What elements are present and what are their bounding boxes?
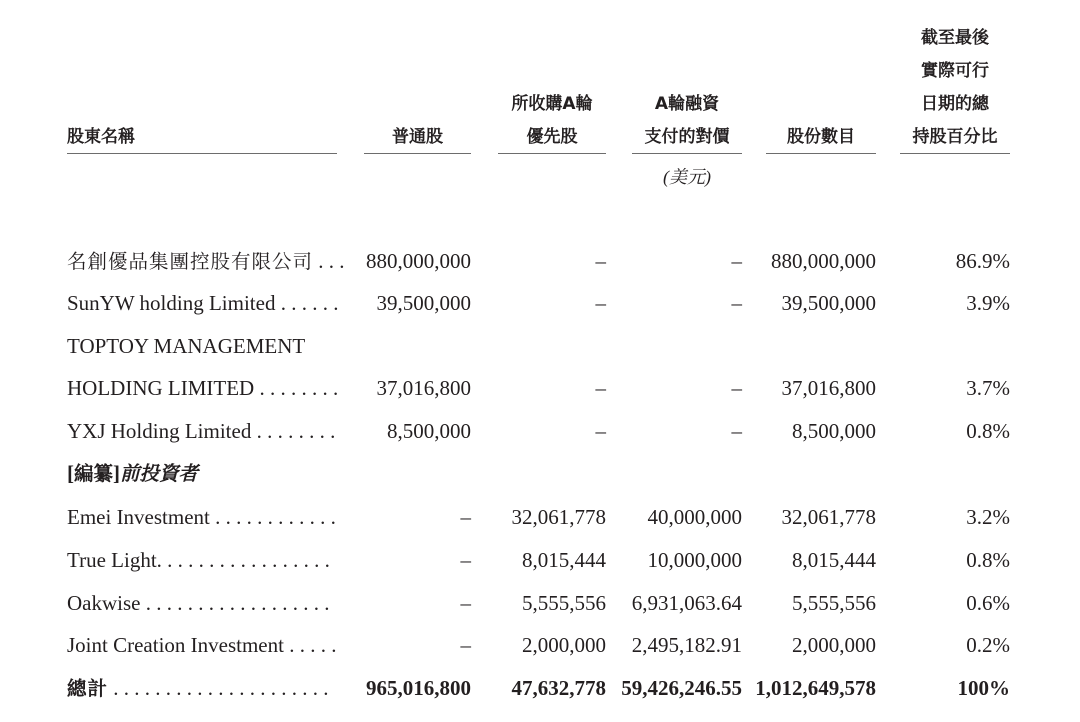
table-row xyxy=(0,414,1080,448)
table-row xyxy=(0,628,1080,662)
consideration-value: 2,495,182.91 xyxy=(631,633,742,657)
ordinary-value: 39,500,000 xyxy=(376,291,471,315)
percentage-value: 3.9% xyxy=(966,291,1010,315)
consideration-value: – xyxy=(731,249,742,273)
consideration-value: 10,000,000 xyxy=(647,548,742,572)
header-pct-line4: 持股百分比 xyxy=(912,127,998,147)
consideration-value: 6,931,063.64 xyxy=(631,591,742,615)
header-preferred-line2: 優先股 xyxy=(526,127,578,147)
investor-name: Joint Creation Investment . . . . . xyxy=(67,633,337,657)
preferred-value: – xyxy=(595,419,606,443)
total-row xyxy=(0,671,1080,705)
preferred-value: 2,000,000 xyxy=(522,633,606,657)
share-count-value: 39,500,000 xyxy=(781,291,876,315)
header-consideration xyxy=(632,70,742,154)
ordinary-value: 8,500,000 xyxy=(387,419,471,443)
preferred-value: – xyxy=(595,376,606,400)
header-pct-line1: 截至最後 xyxy=(921,28,989,48)
table-row xyxy=(0,286,1080,320)
share-count-value: 5,555,556 xyxy=(792,591,876,615)
header-ordinary-text: 普通股 xyxy=(392,127,443,147)
total-preferred-value: 47,632,778 xyxy=(511,676,606,700)
total-ordinary-value: 965,016,800 xyxy=(366,676,471,700)
total-consideration-value: 59,426,246.55 xyxy=(621,676,742,700)
investor-name: Emei Investment . . . . . . . . . . . . xyxy=(67,505,336,529)
share-count-value: 8,500,000 xyxy=(792,419,876,443)
percentage-value: 86.9% xyxy=(955,249,1010,273)
header-shareholder xyxy=(67,96,337,154)
ordinary-value: – xyxy=(460,633,471,657)
header-pct-line3: 日期的總 xyxy=(921,94,989,114)
header-rule-percentage xyxy=(900,153,1010,154)
preferred-value: 8,015,444 xyxy=(522,548,606,572)
header-share-count xyxy=(766,96,876,154)
table-row xyxy=(0,500,1080,534)
section-heading-pre-investors: [編纂]前投資者 xyxy=(67,461,199,485)
investor-name: True Light. . . . . . . . . . . . . . . . . xyxy=(67,548,330,572)
header-percentage xyxy=(900,4,1010,154)
header-rule-ordinary xyxy=(364,153,471,154)
header-share-count-text: 股份數目 xyxy=(787,127,855,147)
share-count-value: 8,015,444 xyxy=(792,548,876,572)
shareholder-name-line1: TOPTOY MANAGEMENT xyxy=(67,334,306,358)
section-title: 前投資者 xyxy=(120,462,199,485)
header-rule-shareholder xyxy=(67,153,337,154)
header-rule-consideration xyxy=(632,153,742,154)
shareholder-name: 名創優品集團控股有限公司 . . . xyxy=(67,249,345,273)
header-rule-share-count xyxy=(766,153,876,154)
ordinary-value: – xyxy=(460,505,471,529)
preferred-value: 32,061,778 xyxy=(511,505,606,529)
percentage-value: 3.7% xyxy=(966,376,1010,400)
total-percentage-value: 100% xyxy=(957,676,1010,700)
header-ordinary-shares xyxy=(364,96,471,154)
share-count-value: 2,000,000 xyxy=(792,633,876,657)
total-label: 總計 . . . . . . . . . . . . . . . . . . . . . xyxy=(67,676,329,700)
ordinary-value: 37,016,800 xyxy=(376,376,471,400)
percentage-value: 0.2% xyxy=(966,633,1010,657)
unit-label: (美元) xyxy=(663,167,711,187)
percentage-value: 3.2% xyxy=(966,505,1010,529)
preferred-value: 5,555,556 xyxy=(522,591,606,615)
shareholder-name: HOLDING LIMITED . . . . . . . . xyxy=(67,376,339,400)
share-count-value: 880,000,000 xyxy=(771,249,876,273)
header-pct-line2: 實際可行 xyxy=(921,61,989,81)
share-count-value: 37,016,800 xyxy=(781,376,876,400)
ordinary-value: – xyxy=(460,591,471,615)
preferred-value: – xyxy=(595,249,606,273)
preferred-value: – xyxy=(595,291,606,315)
consideration-value: – xyxy=(731,376,742,400)
percentage-value: 0.8% xyxy=(966,419,1010,443)
shareholder-name: YXJ Holding Limited . . . . . . . . xyxy=(67,419,336,443)
consideration-value: – xyxy=(731,291,742,315)
table-row xyxy=(0,543,1080,577)
share-count-value: 32,061,778 xyxy=(781,505,876,529)
ordinary-value: 880,000,000 xyxy=(366,249,471,273)
total-share-count-value: 1,012,649,578 xyxy=(755,676,876,700)
ordinary-value: – xyxy=(460,548,471,572)
header-rule-preferred xyxy=(498,153,606,154)
table-row xyxy=(0,371,1080,405)
table-row xyxy=(0,244,1080,278)
header-preferred-line1: 所收購A輪 xyxy=(511,94,593,114)
consideration-value: – xyxy=(731,419,742,443)
redacted-marker: 編纂 xyxy=(74,462,114,485)
percentage-value: 0.6% xyxy=(966,591,1010,615)
header-preferred-shares xyxy=(498,70,606,154)
header-consideration-line1: A輪融資 xyxy=(654,94,720,114)
header-consideration-line2: 支付的對價 xyxy=(644,127,730,147)
consideration-value: 40,000,000 xyxy=(647,505,742,529)
table-row xyxy=(0,586,1080,620)
table-row-name-continued xyxy=(0,329,1080,363)
investor-name: Oakwise . . . . . . . . . . . . . . . . . . xyxy=(67,591,330,615)
header-shareholder-text: 股東名稱 xyxy=(67,127,135,147)
shareholder-name: SunYW holding Limited . . . . . . xyxy=(67,291,339,315)
percentage-value: 0.8% xyxy=(966,548,1010,572)
